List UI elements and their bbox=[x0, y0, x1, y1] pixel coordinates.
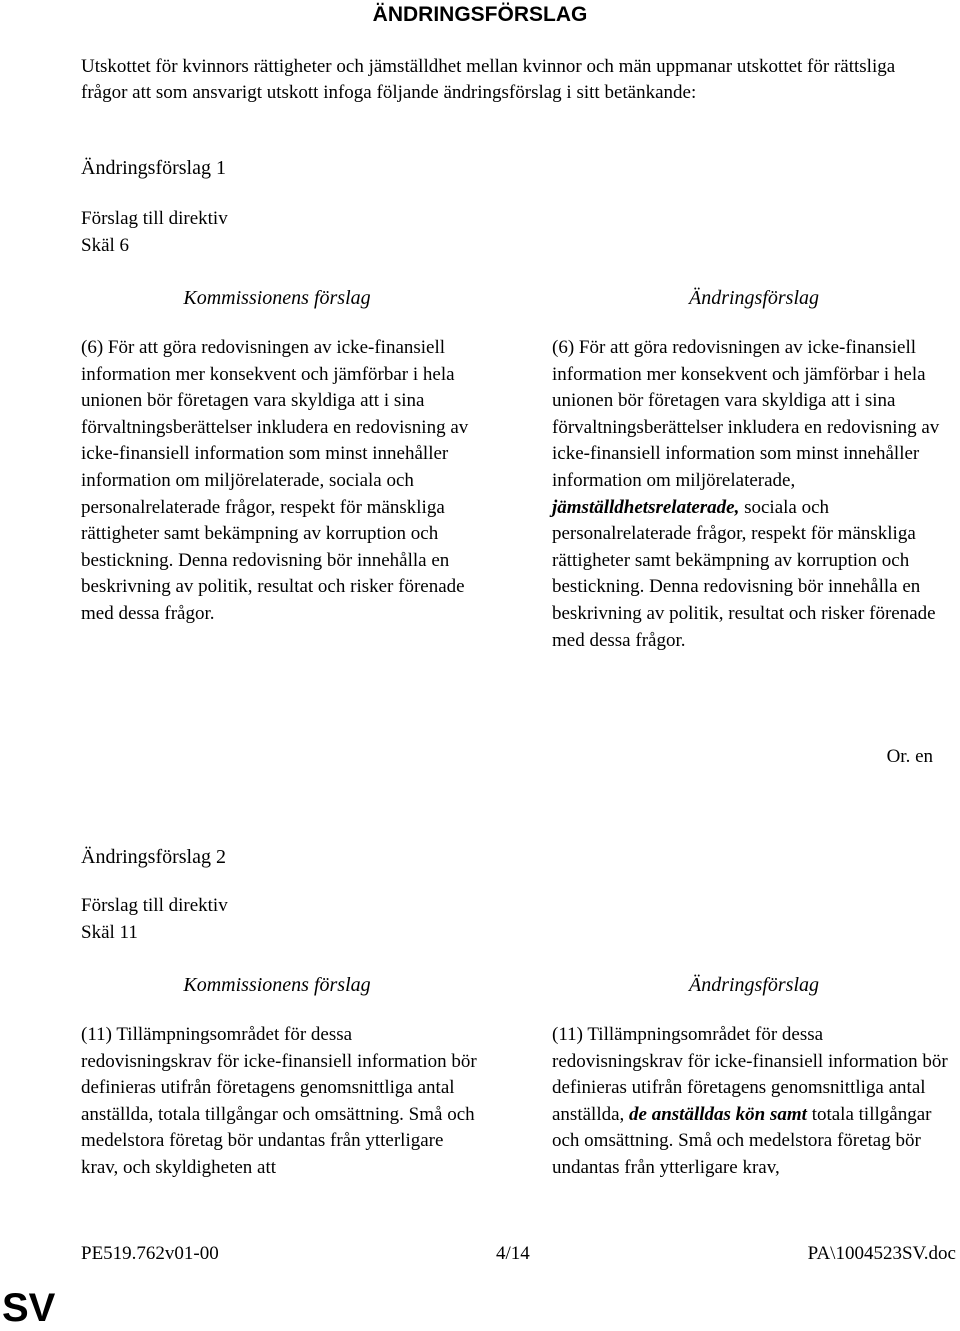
amendment-1-proposal: Förslag till direktiv bbox=[81, 208, 228, 229]
amendment-1-text-after: sociala och personalrelaterade frågor, respekt för mänskliga rättigheter samt bekämpning av korruption och bestickning. Denna redovisning bör innehålla en beskrivning av politik, resultat och risker förenade med dessa frågor. bbox=[552, 496, 936, 651]
amendment-2-amended-text bbox=[552, 1022, 952, 1182]
original-language: Or. en bbox=[886, 746, 933, 767]
footer-file-name: PA\1004523SV.doc bbox=[807, 1243, 956, 1264]
amendment-1-left-header: Kommissionens förslag bbox=[183, 287, 371, 309]
amendment-1-commission-text: (6) För att göra redovisningen av icke-finansiell information mer konsekvent och jämförbar i hela unionen bör företagen vara skyldiga att i sina förvaltningsberättelser inkludera en redovisning av icke-finansiell information som minst innehåller information om miljörelaterade, sociala och personalrelaterade frågor, respekt för mänskliga rättigheter samt bekämpning av korruption och bestickning. Denna redovisning bör innehålla en beskrivning av politik, resultat och risker förenade med dessa frågor. bbox=[81, 337, 469, 624]
amendment-2-text-before: (11) Tillämpningsområdet för dessa redovisningskrav för icke-finansiell information bör definieras utifrån företagens genomsnittliga antal anställda, bbox=[552, 1024, 948, 1125]
amendment-1-inserted-text: jämställdhetsrelaterade, bbox=[552, 496, 740, 518]
amendment-2-left-header: Kommissionens förslag bbox=[183, 974, 371, 996]
amendment-1-text-before: (6) För att göra redovisningen av icke-finansiell information mer konsekvent och jämförbar i hela unionen bör företagen vara skyldiga att i sina förvaltningsberättelser inkludera en redovisning av icke-finansiell information som minst innehåller information om miljörelaterade, bbox=[552, 337, 940, 491]
amendment-2-proposal: Förslag till direktiv bbox=[81, 895, 228, 916]
amendment-1-recital: Skäl 6 bbox=[81, 235, 130, 256]
footer-reference: PE519.762v01-00 bbox=[81, 1243, 219, 1264]
document-title: ÄNDRINGSFÖRSLAG bbox=[372, 3, 588, 26]
amendment-2-commission-text: (11) Tillämpningsområdet för dessa redovisningskrav för icke-finansiell information bör definieras utifrån företagens genomsnittliga antal anställda, totala tillgångar och omsättning. Små och medelstora företag bör undantas från ytterligare krav, och skyldigheten att bbox=[81, 1024, 477, 1178]
amendment-2-right-header: Ändringsförslag bbox=[688, 974, 820, 996]
amendment-2-recital: Skäl 11 bbox=[81, 922, 138, 943]
amendment-2-inserted-text: de anställdas kön samt bbox=[629, 1103, 807, 1125]
intro-paragraph: Utskottet för kvinnors rättigheter och jämställdhet mellan kvinnor och män uppmanar utskottet för rättsliga frågor att som ansvarigt utskott infoga följande ändringsförslag i sitt betänkande: bbox=[81, 56, 896, 103]
amendment-2-text-after: totala tillgångar och omsättning. Små och medelstora företag bör undantas från ytterligare krav, bbox=[552, 1103, 932, 1178]
amendment-1-right-header: Ändringsförslag bbox=[688, 287, 820, 309]
language-code: SV bbox=[2, 1286, 56, 1330]
amendment-1-amended-text bbox=[552, 335, 958, 654]
amendment-1-heading: Ändringsförslag 1 bbox=[81, 157, 226, 179]
footer-page-number: 4/14 bbox=[496, 1243, 530, 1264]
amendment-2-heading: Ändringsförslag 2 bbox=[81, 846, 226, 868]
